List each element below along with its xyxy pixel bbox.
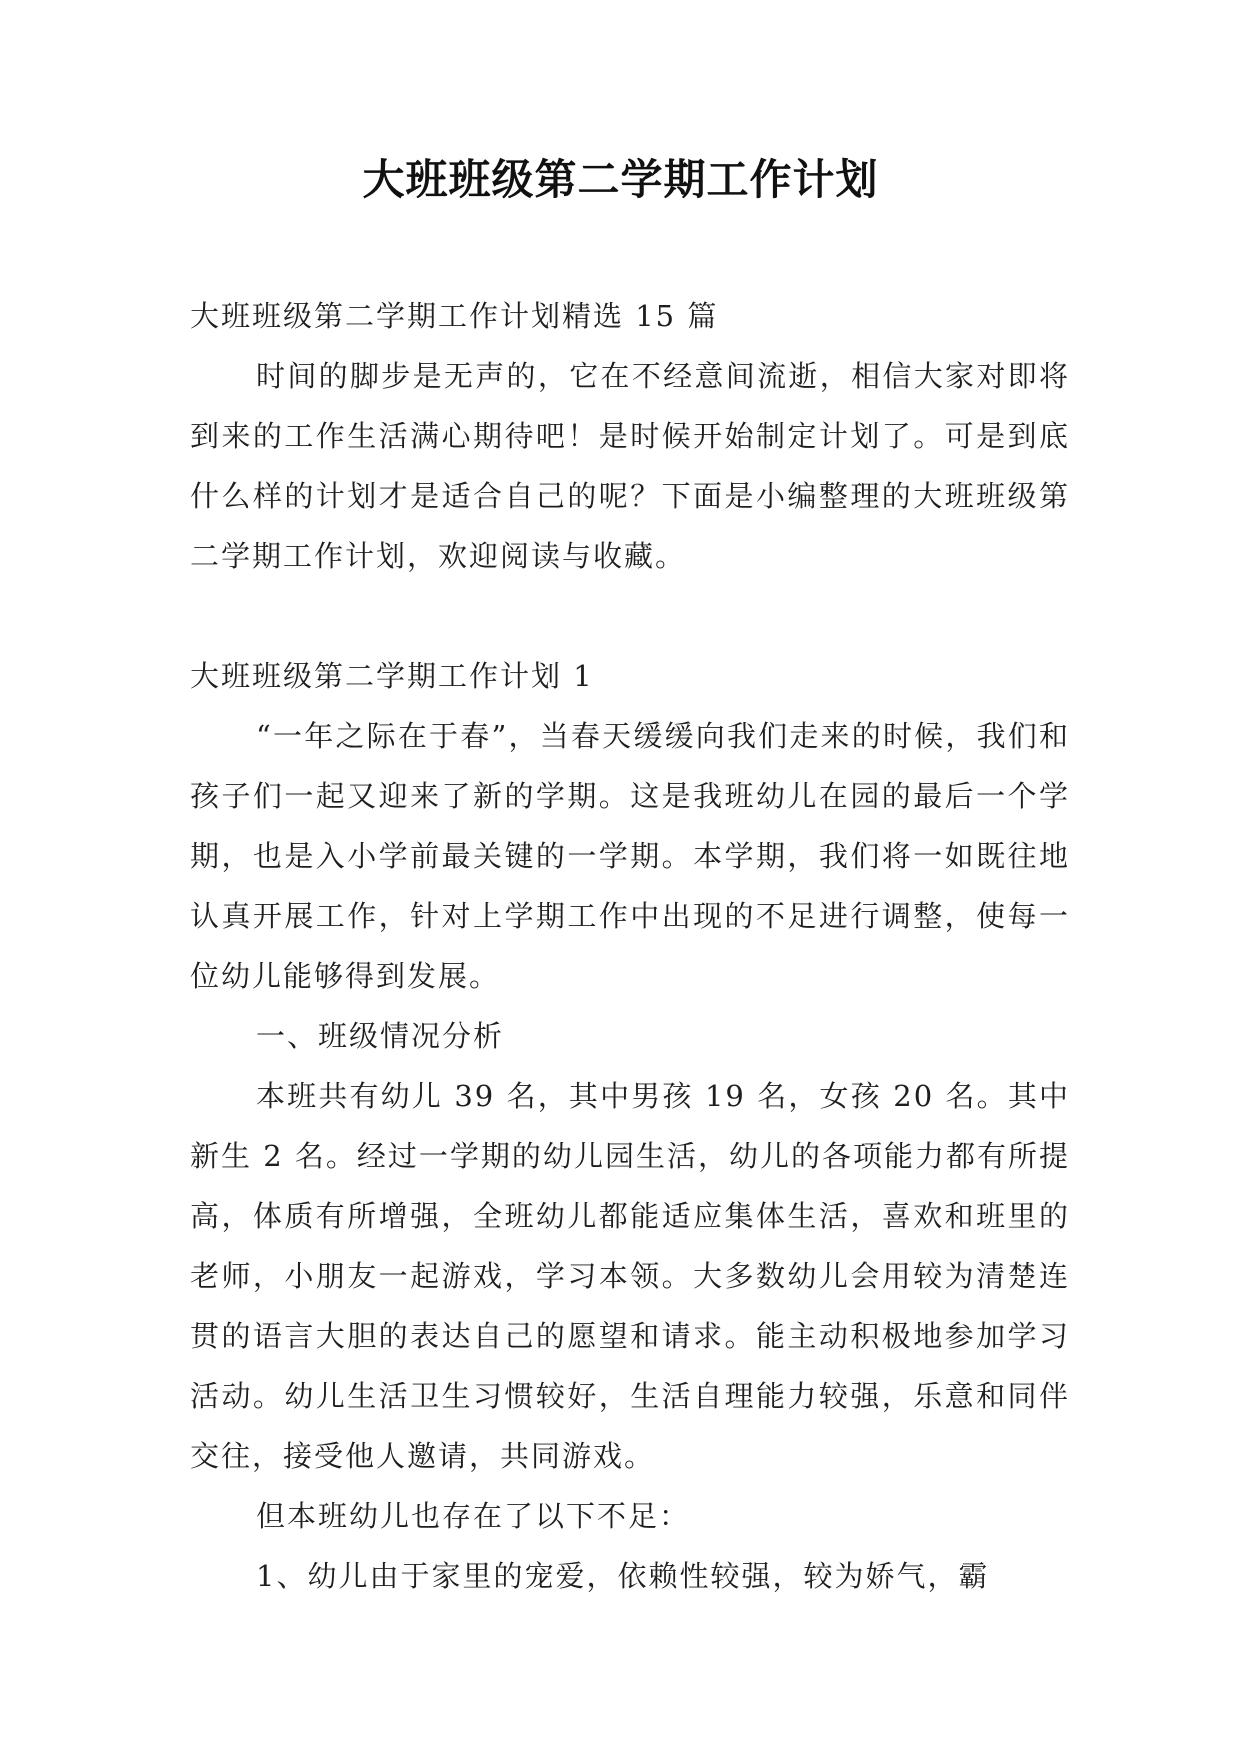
section-paragraph-2: 本班共有幼儿 39 名，其中男孩 19 名，女孩 20 名。其中新生 2 名。经过一学期的幼儿园生活，幼儿的各项能力都有所提高，体质有所增强，全班幼儿都能适应集体生活，喜欢和班里的老师，小朋友一起游戏，学习本领。大多数幼儿会用较为清楚连贯的语言大胆的表达自己的愿望和请求。能主动积极地参加学习活动。幼儿生活卫生习惯较好，生活自理能力较强，乐意和同伴交往，接受他人邀请，共同游戏。: [190, 1079, 1070, 1473]
section-paragraph-4: 1、幼儿由于家里的宠爱，依赖性较强，较为娇气，霸: [256, 1559, 990, 1593]
document-title: 大班班级第二学期工作计划: [362, 155, 879, 204]
section-title: 大班班级第二学期工作计划 1: [190, 659, 594, 693]
section-heading-1: 一、班级情况分析: [256, 1019, 505, 1053]
intro-paragraph: 时间的脚步是无声的，它在不经意间流逝，相信大家对即将到来的工作生活满心期待吧！是时候开始制定计划了。可是到底什么样的计划才是适合自己的呢？下面是小编整理的大班班级第二学期工作计划，欢迎阅读与收藏。: [190, 359, 1070, 573]
document-subtitle: 大班班级第二学期工作计划精选 15 篇: [190, 299, 719, 333]
document-body: [190, 286, 1070, 1606]
paragraph-gap: [190, 586, 1070, 646]
section-paragraph-1: “一年之际在于春”，当春天缓缓向我们走来的时候，我们和孩子们一起又迎来了新的学期。这是我班幼儿在园的最后一个学期，也是入小学前最关键的一学期。本学期，我们将一如既往地认真开展工作，针对上学期工作中出现的不足进行调整，使每一位幼儿能够得到发展。: [190, 719, 1070, 993]
section-paragraph-3: 但本班幼儿也存在了以下不足：: [256, 1499, 691, 1533]
